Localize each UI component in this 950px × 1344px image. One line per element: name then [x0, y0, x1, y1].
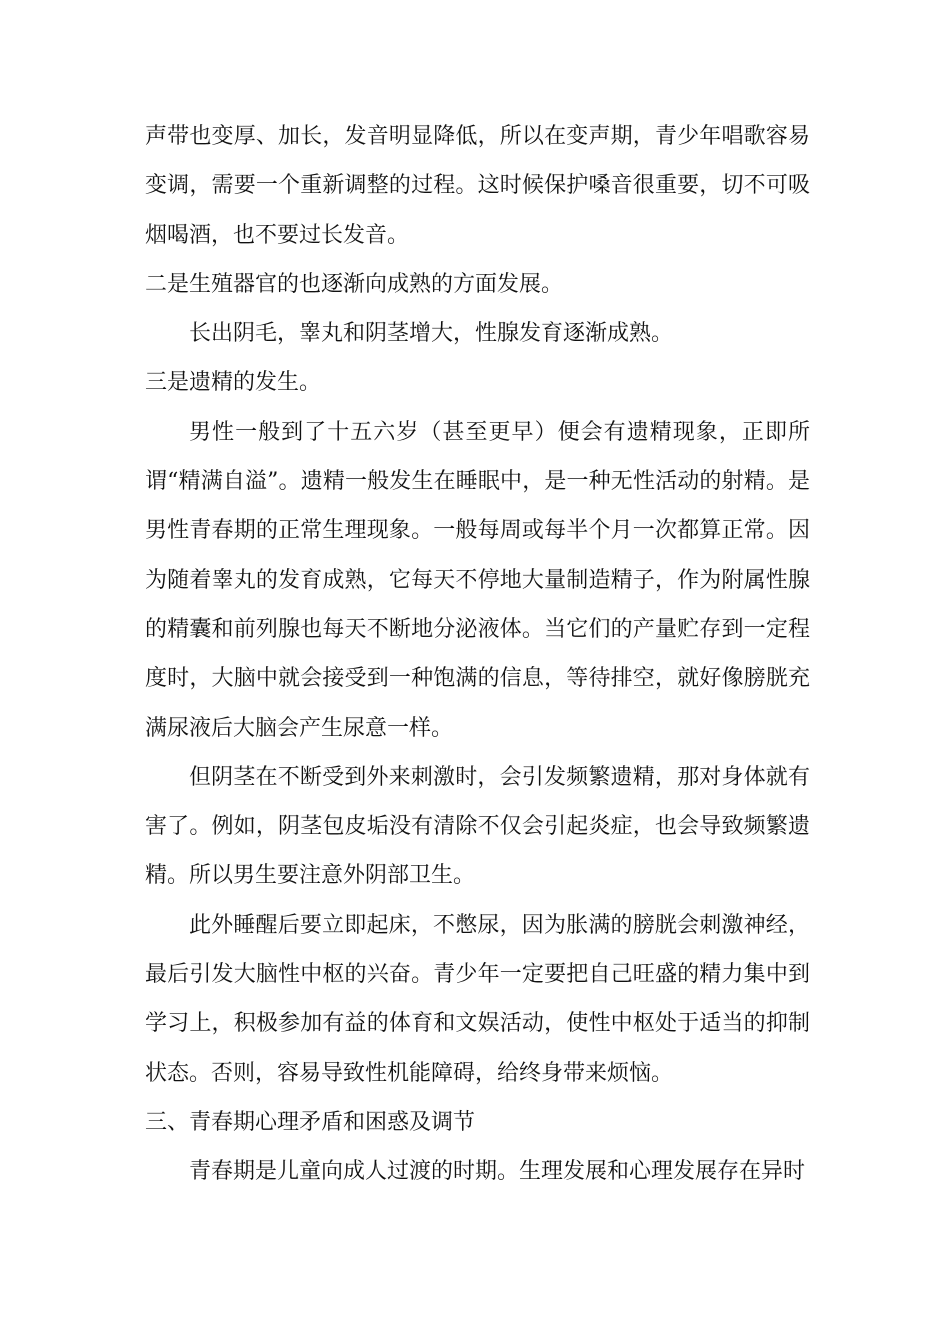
paragraph-frequent-emission: 但阴茎在不断受到外来刺激时，会引发频繁遗精，那对身体就有害了。例如，阴茎包皮垢没有清除不仅会引起炎症，也会导致频繁遗精。所以男生要注意外阴部卫生。: [145, 764, 810, 889]
paragraph-advice: 此外睡醒后要立即起床，不憋尿，因为胀满的膀胱会刺激神经，最后引发大脑性中枢的兴奋。青少年一定要把自己旺盛的精力集中到学习上，积极参加有益的体育和文娱活动，使性中枢处于适当的抑制状态。否则，容易导致性机能障碍，给终身带来烦恼。: [145, 912, 810, 1086]
section-heading-reproductive-organs: 二是生殖器官的也逐渐向成熟的方面发展。: [145, 271, 564, 297]
document-page: [145, 112, 810, 1197]
section-heading-emission: 三是遗精的发生。: [145, 370, 322, 396]
paragraph-organ-growth: 长出阴毛，睾丸和阴茎增大，性腺发育逐渐成熟。: [189, 321, 674, 347]
paragraph-voice-change: 声带也变厚、加长，发音明显降低，所以在变声期，青少年唱歌容易变调，需要一个重新调整的过程。这时候保护嗓音很重要，切不可吸烟喝酒，也不要过长发音。: [145, 124, 810, 248]
paragraph-transition-period: 青春期是儿童向成人过渡的时期。生理发展和心理发展存在异时: [189, 1159, 806, 1185]
paragraph-emission-explanation: 男性一般到了十五六岁（甚至更早）便会有遗精现象，正即所谓“精满自溢”。遗精一般发生在睡眠中，是一种无性活动的射精。是男性青春期的正常生理现象。一般每周或每半个月一次都算正常。因为随着睾丸的发育成熟，它每天不停地大量制造精子，作为附属性腺的精囊和前列腺也每天不断地分泌液体。当它们的产量贮存到一定程度时，大脑中就会接受到一种饱满的信息，等待排空，就好像膀胱充满尿液后大脑会产生尿意一样。: [145, 419, 810, 741]
section-heading-psychology: 三、青春期心理矛盾和困惑及调节: [145, 1109, 476, 1135]
